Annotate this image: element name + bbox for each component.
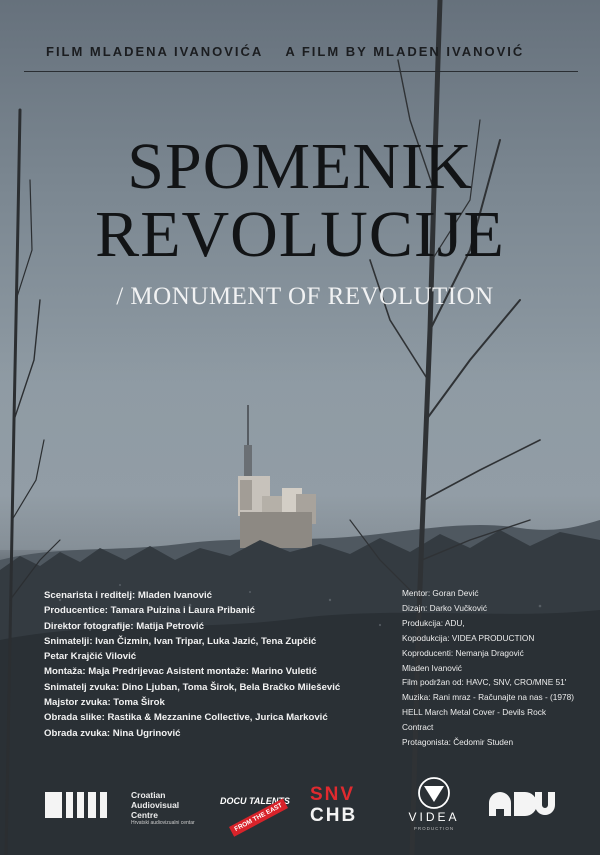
hac-line-1: Croatian (131, 790, 166, 800)
header-left: FILM MLADENA IVANOVIĆA (46, 44, 264, 59)
credit-line: Contract (402, 722, 434, 733)
adu-wordmark-icon (487, 790, 557, 816)
docu-talents-logo (220, 792, 290, 832)
credit-line: Dizajn: Darko Vučković (402, 602, 487, 613)
snv-logo (310, 784, 362, 826)
credit-line: Kopodukcija: VIDEA PRODUCTION (402, 632, 535, 643)
videa-tag: PRODUCTION (413, 826, 455, 831)
hac-line-3: Centre (131, 810, 158, 820)
credit-line: Majstor zvuka: Toma Širok (44, 697, 165, 709)
credits-left (44, 588, 384, 741)
credit-line: Petar Krajčić Vilović (44, 651, 137, 663)
videa-logo (402, 776, 466, 834)
credit-line: Mentor: Goran Dević (402, 588, 479, 598)
header-right: A FILM BY MLADEN IVANOVIĆ (285, 44, 525, 59)
credit-line: Snimatelji: Ivan Čizmin, Ivan Tripar, Luka Jazić, Tena Zupčić (44, 635, 317, 647)
five-bars-icon (45, 792, 107, 818)
subtitle: / MONUMENT OF REVOLUTION (116, 283, 494, 310)
credit-line: Mladen Ivanović (402, 662, 462, 673)
docu-text: DOCU TALENTS (220, 796, 290, 806)
credit-line: Direktor fotografije: Matija Petrović (44, 620, 204, 632)
credit-line: Muzika: Rani mraz - Računajte na nas - (1978) (402, 692, 575, 703)
hac-logo (131, 790, 195, 827)
credit-line: Protagonista: Čedomir Studen (402, 737, 514, 748)
title-line-1: SPOMENIK (127, 130, 473, 203)
credit-line: Scenarista i reditelj: Mladen Ivanović (44, 590, 212, 601)
hac-line-4: Hrvatski audiovizualni centar (131, 820, 195, 826)
credit-line: Film podržan od: HAVC, SNV, CRO/MNE 51' (402, 677, 567, 688)
credit-line: Koproducenti: Nemanja Dragović (402, 647, 524, 658)
credit-line: Obrada zvuka: Nina Ugrinović (44, 727, 181, 739)
docu-badge: FROM THE EAST (229, 798, 288, 836)
sponsor-logos (0, 770, 600, 840)
snv-top: SNV (310, 784, 356, 805)
triangle-in-circle-icon (402, 776, 466, 810)
hac-line-2: Audiovisual (131, 800, 180, 810)
credit-line: Montaža: Maja Predrijevac Asistent montaže: Marino Vuletić (44, 666, 317, 678)
poster-header (46, 44, 556, 59)
credit-line: HELL March Metal Cover - Devils Rock (402, 707, 547, 718)
snv-bottom: CHB (310, 805, 358, 826)
credit-line: Produkcija: ADU, (402, 617, 465, 628)
credit-line: Snimatelj zvuka: Dino Ljuban, Toma Širok, Bela Bračko Milešević (44, 681, 341, 693)
credits-right (402, 586, 592, 750)
credit-line: Obrada slike: Rastika & Mezzanine Collective, Jurica Marković (44, 712, 328, 724)
credit-line: Producentice: Tamara Puizina i Laura Pribanić (44, 605, 255, 617)
header-divider (24, 71, 578, 72)
videa-name: VIDEA (408, 810, 460, 824)
title-line-2: REVOLUCIJE (95, 198, 505, 271)
